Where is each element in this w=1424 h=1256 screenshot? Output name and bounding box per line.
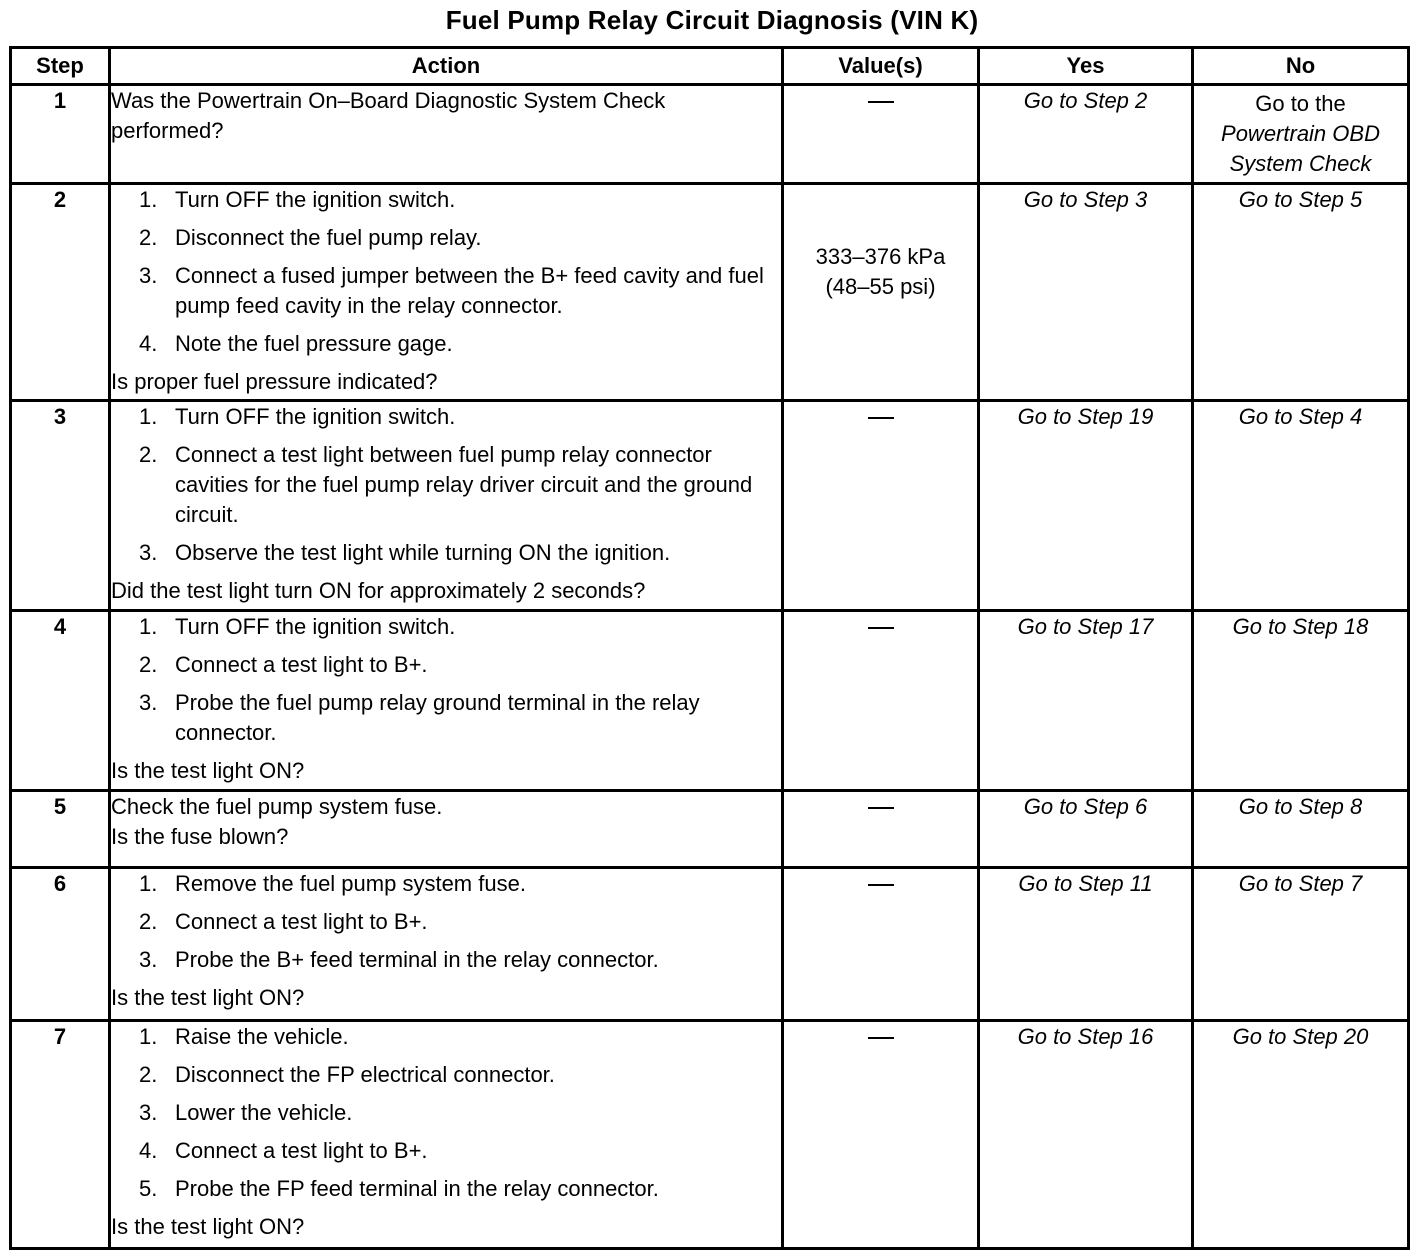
action-step-item	[111, 650, 781, 680]
action-step-number: 1.	[139, 614, 158, 639]
table-row-step-4	[11, 611, 1409, 791]
table-row-step-7	[11, 1021, 1409, 1249]
header-yes: Yes	[979, 48, 1193, 85]
action-step-text: Turn OFF the ignition switch.	[175, 187, 456, 212]
step-number: 3	[11, 401, 110, 611]
action-cell	[110, 1021, 783, 1249]
action-step-text: Lower the vehicle.	[175, 1100, 353, 1125]
step-number: 6	[11, 868, 110, 1021]
action-step-item	[111, 907, 781, 937]
action-step-item	[111, 1060, 781, 1090]
yes-cell: Go to Step 11	[979, 868, 1193, 1021]
step-number: 2	[11, 184, 110, 401]
action-cell	[110, 85, 783, 184]
action-step-text: Connect a test light to B+.	[175, 652, 428, 677]
action-question: Is the test light ON?	[111, 758, 305, 783]
action-intro: Check the fuel pump system fuse.	[111, 794, 443, 819]
action-intro: Was the Powertrain On–Board Diagnostic System Check performed?	[111, 88, 666, 143]
empty-value-dash	[868, 884, 894, 886]
action-cell	[110, 184, 783, 401]
action-step-text: Disconnect the fuel pump relay.	[175, 225, 482, 250]
action-step-item	[111, 402, 781, 432]
action-question: Is the test light ON?	[111, 985, 305, 1010]
yes-cell: Go to Step 3	[979, 184, 1193, 401]
no-cell: Go to Step 7	[1193, 868, 1409, 1021]
action-step-item	[111, 440, 781, 530]
empty-value-dash	[868, 417, 894, 419]
action-step-number: 1.	[139, 187, 158, 212]
action-step-item	[111, 1136, 781, 1166]
header-action: Action	[110, 48, 783, 85]
action-step-number: 2.	[139, 442, 158, 467]
table-row-step-5	[11, 791, 1409, 868]
yes-cell: Go to Step 6	[979, 791, 1193, 868]
action-cell	[110, 868, 783, 1021]
action-steps	[111, 185, 781, 359]
step-number: 7	[11, 1021, 110, 1249]
action-step-text: Connect a test light to B+.	[175, 909, 428, 934]
action-steps	[111, 1022, 781, 1204]
action-step-number: 2.	[139, 652, 158, 677]
value-cell	[783, 1021, 979, 1249]
no-cell: Go to Step 20	[1193, 1021, 1409, 1249]
action-cell	[110, 791, 783, 868]
action-step-number: 2.	[139, 225, 158, 250]
yes-cell: Go to Step 2	[979, 85, 1193, 184]
action-step-text: Turn OFF the ignition switch.	[175, 614, 456, 639]
action-step-text: Connect a fused jumper between the B+ feed cavity and fuel pump feed cavity in the relay connector.	[175, 263, 764, 318]
action-step-text: Probe the B+ feed terminal in the relay connector.	[175, 947, 659, 972]
action-step-number: 4.	[139, 1138, 158, 1163]
header-no: No	[1193, 48, 1409, 85]
step-number: 5	[11, 791, 110, 868]
empty-value-dash	[868, 807, 894, 809]
action-steps	[111, 402, 781, 568]
no-cell: Go to Step 4	[1193, 401, 1409, 611]
action-step-item	[111, 869, 781, 899]
action-step-item	[111, 185, 781, 215]
step-number: 1	[11, 85, 110, 184]
action-step-number: 3.	[139, 690, 158, 715]
action-step-number: 5.	[139, 1176, 158, 1201]
action-step-text: Probe the fuel pump relay ground terminal in the relay connector.	[175, 690, 700, 745]
action-step-number: 4.	[139, 331, 158, 356]
action-step-text: Remove the fuel pump system fuse.	[175, 871, 526, 896]
value-text: 333–376 kPa	[815, 244, 946, 269]
empty-value-dash	[868, 1037, 894, 1039]
no-cell: Go to Step 5	[1193, 184, 1409, 401]
action-step-text: Observe the test light while turning ON the ignition.	[175, 540, 671, 565]
action-question: Did the test light turn ON for approximately 2 seconds?	[111, 578, 646, 603]
no-prefix-text: Go to the	[1255, 91, 1346, 116]
action-step-text: Connect a test light to B+.	[175, 1138, 428, 1163]
value-cell	[783, 184, 979, 401]
action-step-item	[111, 1174, 781, 1204]
action-step-number: 2.	[139, 1062, 158, 1087]
action-step-number: 1.	[139, 871, 158, 896]
action-step-item	[111, 1022, 781, 1052]
empty-value-dash	[868, 627, 894, 629]
step-number: 4	[11, 611, 110, 791]
action-step-item	[111, 329, 781, 359]
no-cell: Go to Step 8	[1193, 791, 1409, 868]
action-step-text: Note the fuel pressure gage.	[175, 331, 453, 356]
action-step-item	[111, 261, 781, 321]
empty-value-dash	[868, 101, 894, 103]
header-step: Step	[11, 48, 110, 85]
action-step-number: 3.	[139, 1100, 158, 1125]
page-title: Fuel Pump Relay Circuit Diagnosis (VIN K)	[445, 5, 979, 35]
yes-cell: Go to Step 19	[979, 401, 1193, 611]
header-row	[11, 48, 1409, 85]
table-body	[11, 85, 1409, 1249]
action-steps	[111, 869, 781, 975]
action-question: Is proper fuel pressure indicated?	[111, 369, 438, 394]
action-step-number: 2.	[139, 909, 158, 934]
action-step-item	[111, 1098, 781, 1128]
action-cell	[110, 401, 783, 611]
action-question: Is the test light ON?	[111, 1214, 305, 1239]
diagnosis-table	[9, 46, 1410, 1250]
yes-cell: Go to Step 16	[979, 1021, 1193, 1249]
action-question: Is the fuse blown?	[111, 824, 289, 849]
action-step-number: 3.	[139, 540, 158, 565]
table-row-step-6	[11, 868, 1409, 1021]
yes-cell: Go to Step 17	[979, 611, 1193, 791]
table-row-step-2	[11, 184, 1409, 401]
action-cell	[110, 611, 783, 791]
action-step-text: Raise the vehicle.	[175, 1024, 349, 1049]
action-step-text: Disconnect the FP electrical connector.	[175, 1062, 555, 1087]
value-cell	[783, 791, 979, 868]
no-cell: Go to Step 18	[1193, 611, 1409, 791]
value-cell	[783, 611, 979, 791]
action-step-number: 3.	[139, 947, 158, 972]
action-step-text: Probe the FP feed terminal in the relay connector.	[175, 1176, 659, 1201]
action-step-item	[111, 538, 781, 568]
table-row-step-3	[11, 401, 1409, 611]
action-step-item	[111, 945, 781, 975]
action-step-number: 1.	[139, 1024, 158, 1049]
no-cell	[1193, 85, 1409, 184]
value-cell	[783, 868, 979, 1021]
value-cell	[783, 401, 979, 611]
action-step-text: Turn OFF the ignition switch.	[175, 404, 456, 429]
action-steps	[111, 612, 781, 748]
value-cell	[783, 85, 979, 184]
action-step-item	[111, 612, 781, 642]
action-step-number: 3.	[139, 263, 158, 288]
action-step-number: 1.	[139, 404, 158, 429]
table-row-step-1	[11, 85, 1409, 184]
action-step-text: Connect a test light between fuel pump relay connector cavities for the fuel pump relay driver circuit and the ground circuit.	[175, 442, 753, 527]
no-target-text: Powertrain OBD System Check	[1221, 121, 1380, 176]
action-step-item	[111, 688, 781, 748]
action-step-item	[111, 223, 781, 253]
value-text: (48–55 psi)	[825, 274, 936, 299]
header-values: Value(s)	[783, 48, 979, 85]
